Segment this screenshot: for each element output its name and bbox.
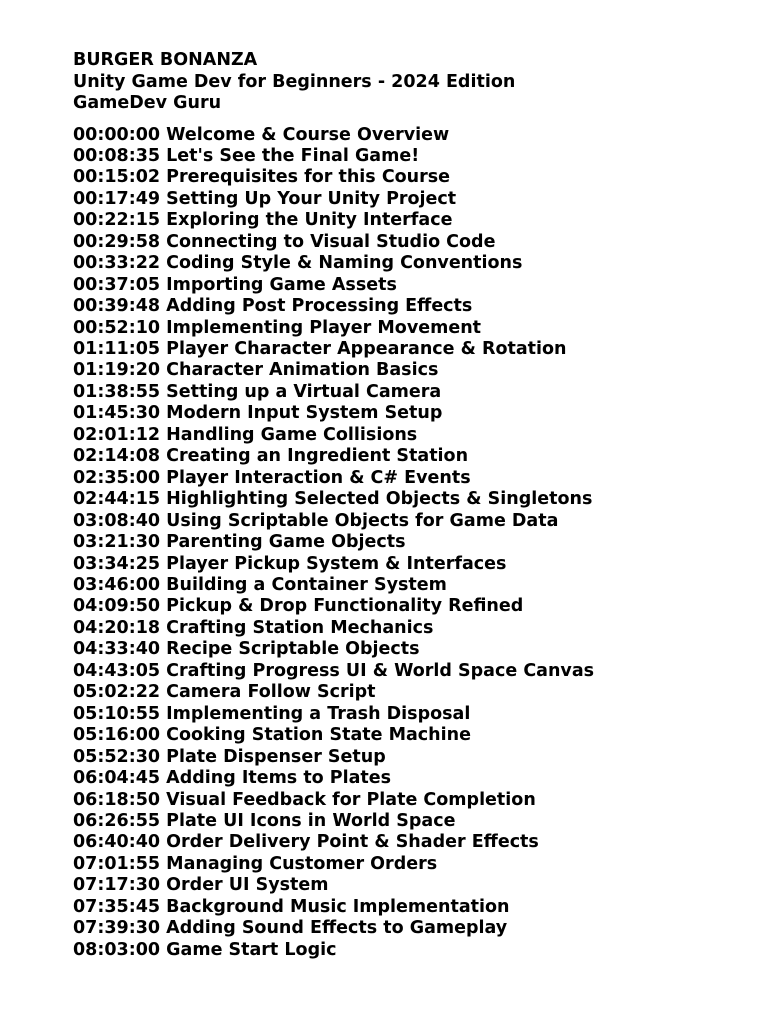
- chapter-row: [73, 532, 753, 553]
- chapter-row: [73, 146, 753, 167]
- chapter-title: Welcome & Course Overview: [166, 124, 450, 145]
- chapter-timestamp: 02:44:15: [73, 489, 161, 510]
- chapter-row: [73, 768, 753, 789]
- chapter-title: Pickup & Drop Functionality Refined: [166, 596, 524, 617]
- chapter-title: Building a Container System: [166, 575, 447, 596]
- chapter-list: [73, 125, 753, 962]
- chapter-title: Background Music Implementation: [166, 896, 510, 917]
- course-author: GameDev Guru: [73, 93, 222, 113]
- chapter-timestamp: 07:01:55: [73, 853, 161, 874]
- chapter-row: [73, 918, 753, 939]
- chapter-timestamp: 00:08:35: [73, 145, 161, 166]
- chapter-row: [73, 897, 753, 918]
- chapter-timestamp: 00:39:48: [73, 296, 161, 317]
- chapter-row: [73, 661, 753, 682]
- chapter-timestamp: 00:33:22: [73, 253, 161, 274]
- chapter-row: [73, 318, 753, 339]
- chapter-title: Adding Post Processing Effects: [166, 296, 473, 317]
- chapter-timestamp: 01:19:20: [73, 360, 161, 381]
- chapter-title: Coding Style & Naming Conventions: [166, 253, 523, 274]
- chapter-row: [73, 360, 753, 381]
- chapter-timestamp: 03:21:30: [73, 532, 161, 553]
- chapter-row: [73, 125, 753, 146]
- chapter-title: Connecting to Visual Studio Code: [166, 231, 496, 252]
- chapter-timestamp: 00:15:02: [73, 167, 161, 188]
- chapter-title: Player Character Appearance & Rotation: [166, 339, 567, 360]
- chapter-title: Crafting Station Mechanics: [166, 617, 434, 638]
- chapter-row: [73, 296, 753, 317]
- chapter-title: Plate UI Icons in World Space: [166, 811, 456, 831]
- chapter-row: [73, 232, 753, 253]
- chapter-timestamp: 05:10:55: [73, 703, 161, 724]
- chapter-row: [73, 189, 753, 210]
- chapter-title: Highlighting Selected Objects & Singletons: [166, 489, 593, 510]
- course-title: BURGER BONANZA: [73, 50, 258, 70]
- chapter-title: Player Pickup System & Interfaces: [166, 553, 507, 574]
- chapter-title: Plate Dispenser Setup: [166, 746, 386, 767]
- chapter-timestamp: 00:29:58: [73, 231, 161, 252]
- chapter-timestamp: 01:38:55: [73, 381, 161, 402]
- chapter-timestamp: 00:00:00: [73, 124, 161, 145]
- chapter-title: Using Scriptable Objects for Game Data: [166, 510, 559, 531]
- chapter-row: [73, 811, 753, 832]
- chapter-title: Order UI System: [166, 875, 329, 896]
- chapter-timestamp: 05:52:30: [73, 746, 161, 767]
- chapter-timestamp: 02:35:00: [73, 467, 161, 488]
- chapter-title: Parenting Game Objects: [166, 532, 406, 553]
- chapter-row: [73, 403, 753, 424]
- chapter-title: Crafting Progress UI & World Space Canvas: [166, 660, 595, 681]
- chapter-timestamp: 00:37:05: [73, 274, 161, 295]
- chapter-row: [73, 210, 753, 231]
- chapter-title: Order Delivery Point & Shader Effects: [166, 832, 539, 853]
- chapter-timestamp: 03:46:00: [73, 575, 161, 596]
- chapter-timestamp: 06:04:45: [73, 768, 161, 789]
- chapter-row: [73, 790, 753, 811]
- chapter-row: [73, 446, 753, 467]
- chapter-title: Visual Feedback for Plate Completion: [166, 789, 536, 810]
- chapter-row: [73, 425, 753, 446]
- chapter-timestamp: 05:02:22: [73, 682, 161, 703]
- chapter-title: Camera Follow Script: [166, 682, 376, 703]
- chapter-timestamp: 02:14:08: [73, 446, 161, 467]
- chapter-row: [73, 940, 753, 961]
- chapter-row: [73, 725, 753, 746]
- document: [73, 50, 753, 961]
- chapter-timestamp: 01:45:30: [73, 403, 161, 424]
- chapter-title: Exploring the Unity Interface: [166, 210, 453, 231]
- chapter-title: Character Animation Basics: [166, 360, 439, 381]
- chapter-row: [73, 382, 753, 403]
- chapter-timestamp: 05:16:00: [73, 725, 161, 746]
- chapter-timestamp: 06:26:55: [73, 811, 161, 831]
- chapter-title: Setting up a Virtual Camera: [166, 381, 442, 402]
- chapter-timestamp: 03:34:25: [73, 553, 161, 574]
- chapter-row: [73, 554, 753, 575]
- chapter-title: Managing Customer Orders: [166, 853, 438, 874]
- chapter-title: Player Interaction & C# Events: [166, 467, 471, 488]
- chapter-timestamp: 04:09:50: [73, 596, 161, 617]
- chapter-row: [73, 854, 753, 875]
- chapter-row: [73, 489, 753, 510]
- chapter-timestamp: 02:01:12: [73, 424, 161, 445]
- chapter-row: [73, 596, 753, 617]
- chapter-timestamp: 07:17:30: [73, 875, 161, 896]
- chapter-row: [73, 875, 753, 896]
- chapter-timestamp: 06:18:50: [73, 789, 161, 810]
- chapter-title: Importing Game Assets: [166, 274, 397, 295]
- chapter-timestamp: 06:40:40: [73, 832, 161, 853]
- chapter-row: [73, 253, 753, 274]
- chapter-timestamp: 01:11:05: [73, 339, 161, 360]
- chapter-row: [73, 167, 753, 188]
- chapter-timestamp: 07:35:45: [73, 896, 161, 917]
- chapter-row: [73, 575, 753, 596]
- chapter-title: Creating an Ingredient Station: [166, 446, 469, 467]
- chapter-timestamp: 07:39:30: [73, 918, 161, 939]
- course-subtitle: Unity Game Dev for Beginners - 2024 Edition: [73, 71, 516, 92]
- chapter-title: Cooking Station State Machine: [166, 725, 471, 746]
- chapter-title: Implementing Player Movement: [166, 317, 482, 338]
- chapter-row: [73, 704, 753, 725]
- chapter-title: Adding Items to Plates: [166, 768, 392, 789]
- chapter-row: [73, 747, 753, 768]
- chapter-title: Adding Sound Effects to Gameplay: [166, 918, 508, 939]
- chapter-row: [73, 468, 753, 489]
- chapter-timestamp: 00:22:15: [73, 210, 161, 231]
- chapter-row: [73, 639, 753, 660]
- chapter-row: [73, 682, 753, 703]
- chapter-row: [73, 275, 753, 296]
- chapter-title: Recipe Scriptable Objects: [166, 639, 420, 660]
- chapter-timestamp: 04:33:40: [73, 639, 161, 660]
- chapter-title: Setting Up Your Unity Project: [166, 188, 457, 209]
- chapter-timestamp: 00:17:49: [73, 188, 161, 209]
- chapter-row: [73, 832, 753, 853]
- chapter-row: [73, 618, 753, 639]
- chapter-timestamp: 00:52:10: [73, 317, 161, 338]
- chapter-row: [73, 339, 753, 360]
- chapter-title: Game Start Logic: [166, 939, 337, 960]
- chapter-timestamp: 04:43:05: [73, 660, 161, 681]
- chapter-row: [73, 511, 753, 532]
- chapter-title: Modern Input System Setup: [166, 403, 443, 424]
- chapter-title: Handling Game Collisions: [166, 424, 418, 445]
- chapter-title: Prerequisites for this Course: [166, 167, 451, 188]
- document-header: [73, 50, 753, 115]
- chapter-timestamp: 04:20:18: [73, 617, 161, 638]
- chapter-title: Implementing a Trash Disposal: [166, 703, 471, 724]
- chapter-title: Let's See the Final Game!: [166, 145, 420, 166]
- chapter-timestamp: 03:08:40: [73, 510, 161, 531]
- chapter-timestamp: 08:03:00: [73, 939, 161, 960]
